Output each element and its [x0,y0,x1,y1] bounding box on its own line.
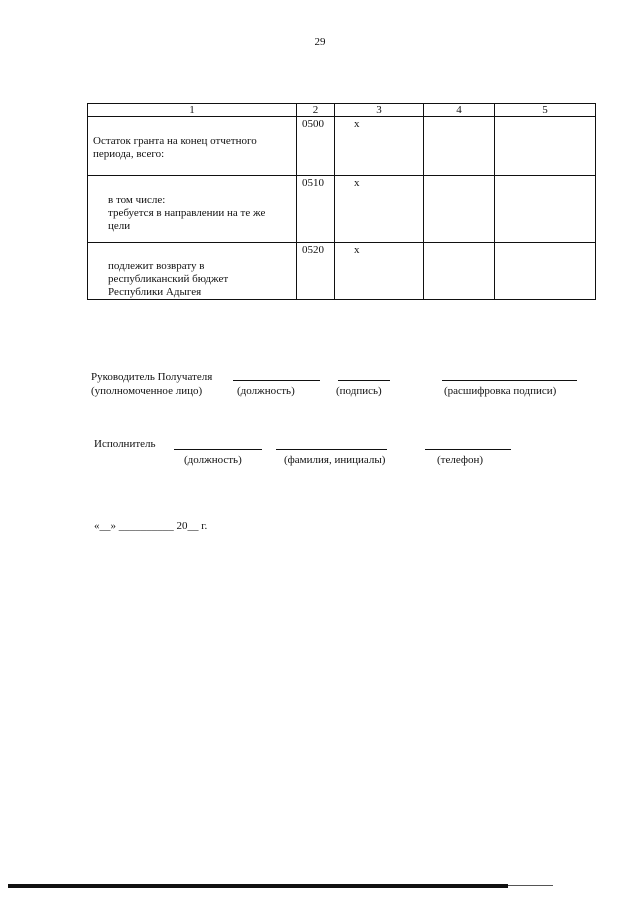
executor-phone-caption: (телефон) [437,454,484,466]
head-decoding-caption: (расшифровка подписи) [444,385,557,397]
row-label-line: подлежит возврату в [108,260,205,272]
row-code: 0520 [302,244,324,256]
row-label-line: Республики Адыгея [108,286,202,298]
row-label-line: цели [108,220,131,232]
row-code-cell [297,176,335,243]
row-label-cell [88,176,297,243]
row-code-cell [297,243,335,300]
row-col3-cell [335,176,424,243]
header-col-1: 1 [88,104,297,117]
table-header-row [88,104,596,117]
signature-decoding-line [442,380,577,381]
row-col3-cell [335,243,424,300]
report-table [87,103,596,300]
row-col5-cell [495,243,596,300]
date-line: «__» __________ 20__ г. [94,520,208,532]
header-col-5: 5 [495,104,596,117]
executor-name-caption: (фамилия, инициалы) [284,454,386,466]
row-code-cell [297,117,335,176]
table-row [88,243,596,300]
table-row [88,176,596,243]
page-bottom-border [8,884,508,888]
table-row [88,117,596,176]
row-label-line: республиканский бюджет [108,273,229,285]
row-col3-value: х [354,244,360,256]
row-label-line: требуется в направлении на те же [108,207,266,219]
head-title: Руководитель Получателя [91,371,213,383]
row-col3-cell [335,117,424,176]
row-label-cell [88,243,297,300]
executor-title: Исполнитель [94,438,156,450]
row-col4-cell [424,117,495,176]
executor-phone-line [425,449,511,450]
head-position-caption: (должность) [237,385,295,397]
row-code: 0500 [302,118,324,130]
header-col-4: 4 [424,104,495,117]
executor-position-caption: (должность) [184,454,242,466]
position-signature-line [233,380,320,381]
signature-line [338,380,390,381]
row-col3-value: х [354,118,360,130]
row-label-line: Остаток гранта на конец отчетного [93,135,257,147]
head-signature-caption: (подпись) [336,385,382,397]
row-code: 0510 [302,177,324,189]
page-number: 29 [314,36,326,48]
row-col5-cell [495,176,596,243]
row-col4-cell [424,243,495,300]
row-col4-cell [424,176,495,243]
row-label-line: в том числе: [108,194,166,206]
row-col3-value: х [354,177,360,189]
executor-name-line [276,449,387,450]
row-label-line: периода, всего: [93,148,165,160]
head-subtitle: (уполномоченное лицо) [91,385,203,397]
header-col-3: 3 [335,104,424,117]
row-label-cell [88,117,297,176]
header-col-2: 2 [297,104,335,117]
page-bottom-border-tail [508,885,553,886]
row-col5-cell [495,117,596,176]
executor-position-line [174,449,262,450]
